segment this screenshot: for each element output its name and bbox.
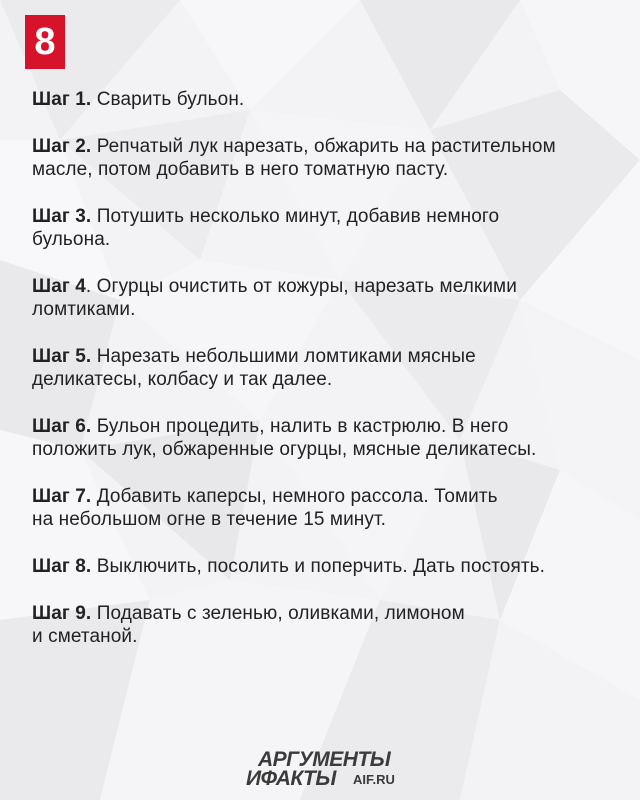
step-1 — [32, 88, 622, 111]
step-text-line-2: бульона. — [32, 229, 111, 250]
step-text-line-1: Бульон процедить, налить в кастрюлю. В него — [91, 416, 509, 437]
step-label: Шаг 8. — [32, 556, 92, 577]
page-number-badge: 8 — [25, 15, 65, 69]
step-text-line-2: масле, потом добавить в него томатную пасту. — [32, 159, 449, 180]
step-text-line-1: Нарезать небольшими ломтиками мясные — [91, 346, 476, 367]
step-label: Шаг 3. — [32, 206, 92, 227]
step-label: Шаг 5. — [32, 346, 92, 367]
step-text-line-2: деликатесы, колбасу и так далее. — [32, 369, 333, 390]
step-text-line-1: Потушить несколько минут, добавив немного — [91, 206, 500, 227]
step-6 — [32, 415, 622, 461]
step-label: Шаг 1. — [32, 89, 92, 110]
step-text-line-2: на небольшом огне в течение 15 минут. — [32, 509, 387, 530]
step-text-line-2: ломтиками. — [32, 299, 136, 320]
recipe-steps — [32, 88, 622, 672]
step-label: Шаг 4 — [32, 276, 86, 297]
step-text-line-2: положить лук, обжаренные огурцы, мясные деликатесы. — [32, 439, 537, 460]
step-4 — [32, 275, 622, 321]
step-text-line-2: и сметаной. — [32, 626, 138, 647]
step-text-line-1: Подавать с зеленью, оливками, лимоном — [91, 603, 465, 624]
step-label: Шаг 2. — [32, 136, 92, 157]
step-text: Сварить бульон. — [91, 89, 245, 110]
step-text-line-1: Репчатый лук нарезать, обжарить на растительном — [91, 136, 556, 157]
step-text-line-1: Выключить, посолить и поперчить. Дать постоять. — [91, 556, 546, 577]
step-7 — [32, 485, 622, 531]
step-3 — [32, 205, 622, 251]
step-label: Шаг 9. — [32, 603, 92, 624]
step-label: Шаг 7. — [32, 486, 92, 507]
step-8 — [32, 555, 622, 578]
logo-line-1: АРГУМЕНТЫ — [258, 748, 391, 771]
logo-site: AIF.RU — [353, 772, 395, 787]
step-text-line-1: . Огурцы очистить от кожуры, нарезать мелкими — [85, 276, 517, 297]
step-text-line-1: Добавить каперсы, немного рассола. Томить — [91, 486, 498, 507]
step-5 — [32, 345, 622, 391]
step-2 — [32, 135, 622, 181]
step-label: Шаг 6. — [32, 416, 92, 437]
logo-line-2: ИФАКТЫ — [246, 767, 336, 790]
step-9 — [32, 602, 622, 648]
aif-logo — [246, 749, 416, 791]
